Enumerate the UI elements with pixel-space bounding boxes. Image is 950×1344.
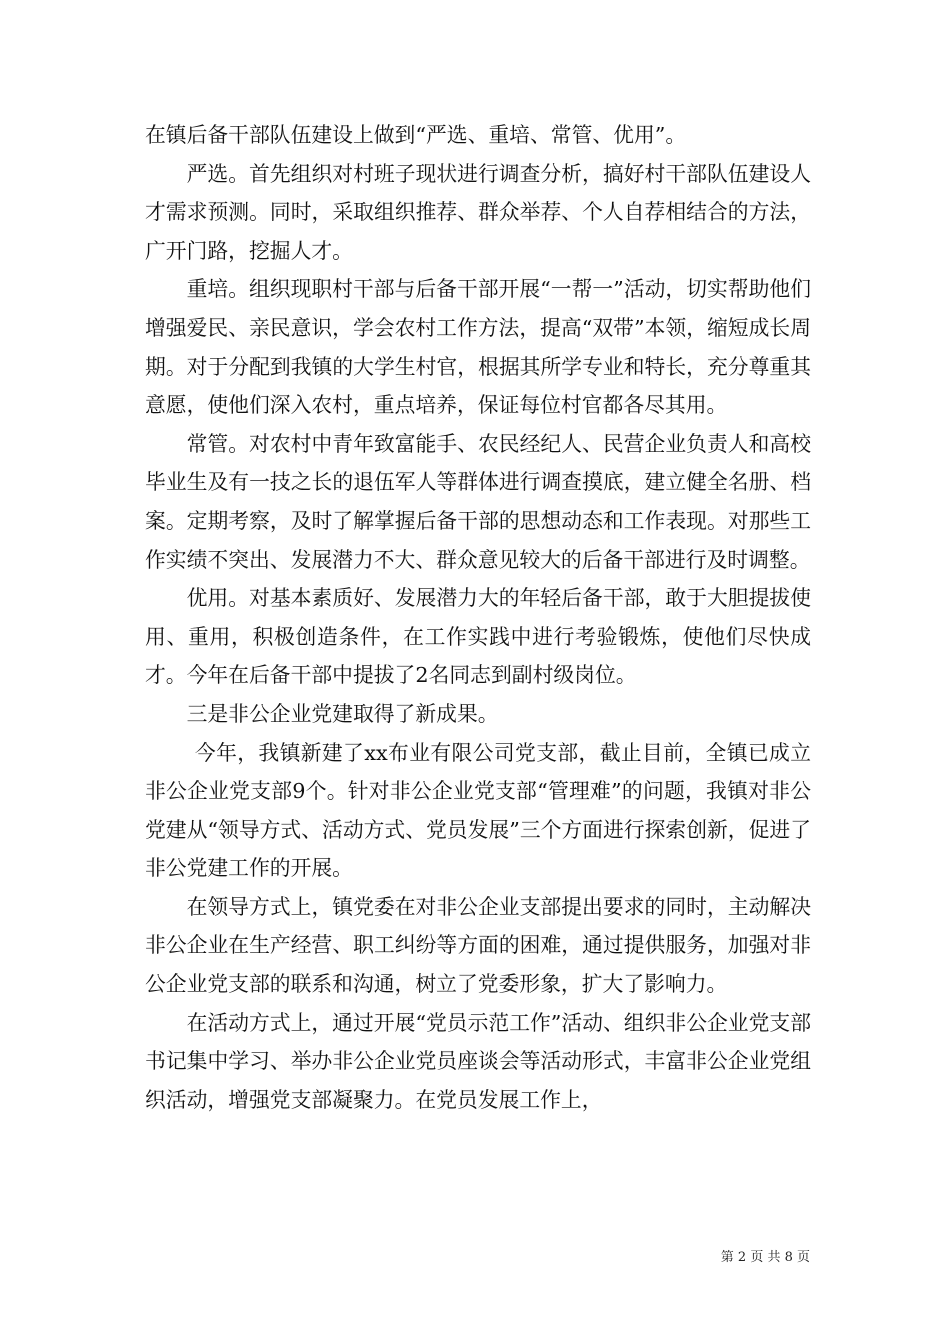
page-number-footer: 第 2 页 共 8 页 [720, 1250, 810, 1265]
paragraph: 今年，我镇新建了xx布业有限公司党支部，截止目前，全镇已成立非公企业党支部9个。针对非公企业党支部“管理难”的问题，我镇对非公党建从“领导方式、活动方式、党员发展”三个方面进行探索创新，促进了非公党建工作的开展。 [145, 740, 811, 881]
paragraph: 在活动方式上，通过开展“党员示范工作”活动、组织非公企业党支部书记集中学习、举办非公企业党员座谈会等活动形式，丰富非公企业党组织活动，增强党支部凝聚力。在党员发展工作上， [145, 1010, 811, 1112]
paragraph: 在镇后备干部队伍建设上做到“严选、重培、常管、优用”。 [145, 123, 687, 147]
document-body [145, 116, 811, 1119]
paragraph: 在领导方式上，镇党委在对非公企业支部提出要求的同时，主动解决非公企业在生产经营、职工纠纷等方面的困难，通过提供服务，加强对非公企业党支部的联系和沟通，树立了党委形象，扩大了影响力。 [145, 894, 811, 997]
paragraph: 优用。对基本素质好、发展潜力大的年轻后备干部，敢于大胆提拔使用、重用，积极创造条件，在工作实践中进行考验锻炼，使他们尽快成才。今年在后备干部中提拔了2名同志到副村级岗位。 [145, 586, 811, 688]
section-heading: 三是非公企业党建取得了新成果。 [186, 701, 499, 726]
paragraph: 严选。首先组织对村班子现状进行调查分析，搞好村干部队伍建设人才需求预测。同时，采取组织推荐、群众举荐、个人自荐相结合的方法，广开门路，挖掘人才。 [145, 161, 811, 263]
paragraph: 常管。对农村中青年致富能手、农民经纪人、民营企业负责人和高校毕业生及有一技之长的退伍军人等群体进行调查摸底，建立健全名册、档案。定期考察，及时了解掌握后备干部的思想动态和工作表现。对那些工作实绩不突出、发展潜力不大、群众意见较大的后备干部进行及时调整。 [145, 431, 811, 572]
paragraph: 重培。组织现职村干部与后备干部开展“一帮一”活动，切实帮助他们增强爱民、亲民意识，学会农村工作方法，提高“双带”本领，缩短成长周期。对于分配到我镇的大学生村官，根据其所学专业和特长，充分尊重其意愿，使他们深入农村，重点培养，保证每位村官都各尽其用。 [145, 277, 811, 418]
